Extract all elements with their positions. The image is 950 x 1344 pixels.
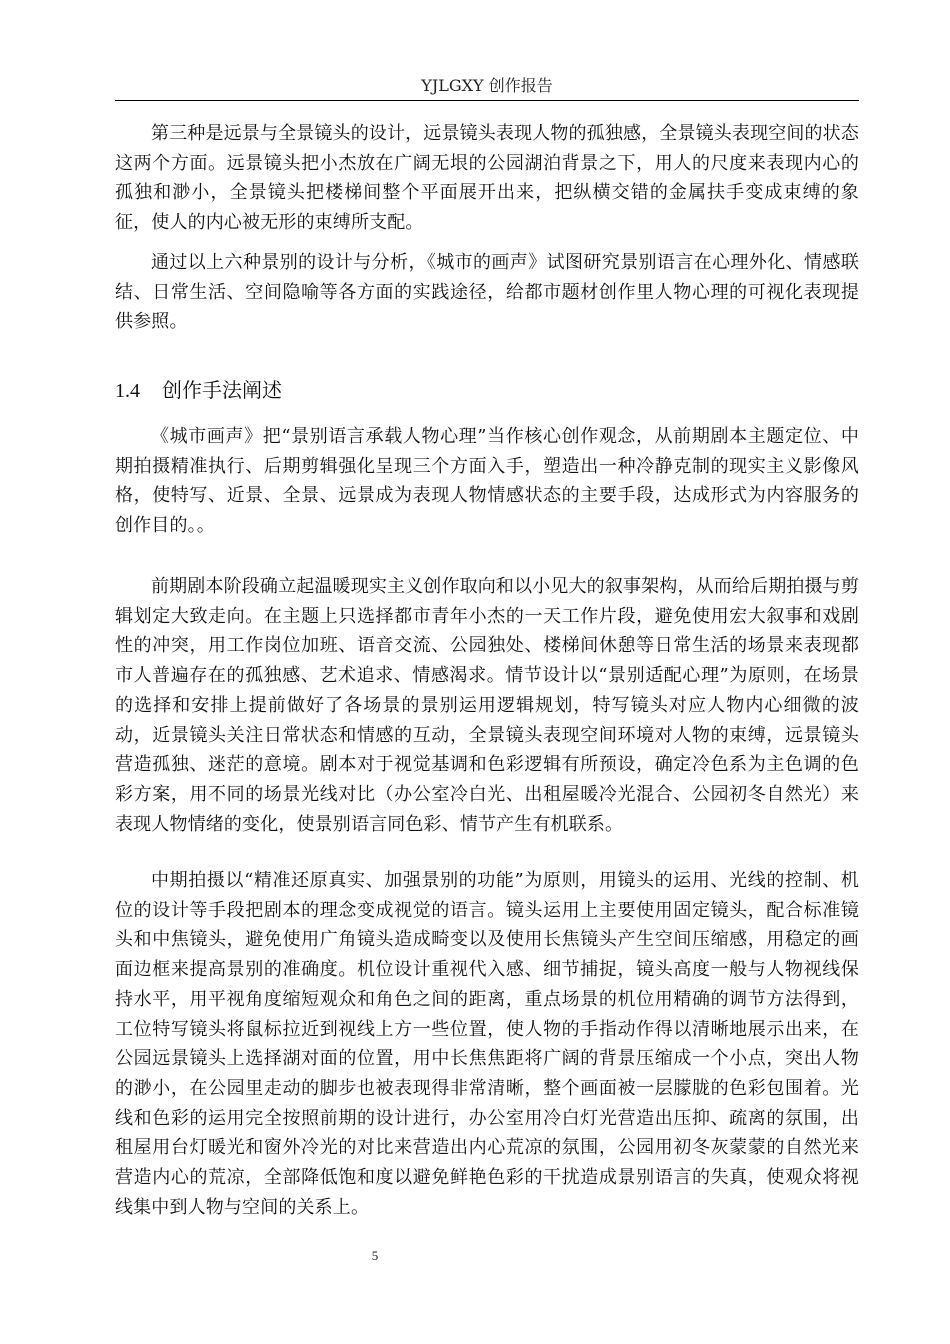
header-divider [115,100,859,101]
body-paragraph: 通过以上六种景别的设计与分析，《城市的画声》试图研究景别语言在心理外化、情感联结、日常生活、空间隐喻等各方面的实践途径，给都市题材创作里人物心理的可视化表现提供参照。 [115,252,859,333]
page-number: 5 [371,1248,379,1263]
body-paragraph: 《城市画声》把“景别语言承载人物心理”当作核心创作观念，从前期剧本主题定位、中期拍摄精准执行、后期剪辑强化呈现三个方面入手，塑造出一种冷静克制的现实主义影像风格，使特写、近景、全景、远景成为表现人物情感状态的主要手段，达成形式为内容服务的创作目的。。 [115,426,859,537]
body-paragraph: 第三种是远景与全景镜头的设计，远景镜头表现人物的孤独感，全景镜头表现空间的状态这两个方面。远景镜头把小杰放在广阔无垠的公园湖泊背景之下，用人的尺度来表现内心的孤独和渺小，全景镜头把楼梯间整个平面展开出来，把纵横交错的金属扶手变成束缚的象征，使人的内心被无形的束缚所支配。 [115,123,859,234]
body-paragraph: 中期拍摄以“精准还原真实、加强景别的功能”为原则，用镜头的运用、光线的控制、机位的设计等手段把剧本的理念变成视觉的语言。镜头运用上主要使用固定镜头，配合标准镜头和中焦镜头，避免使用广角镜头造成畸变以及使用长焦镜头产生空间压缩感，用稳定的画面边框来提高景别的准确度。机位设计重视代入感、细节捕捉，镜头高度一般与人物视线保持水平，用平视角度缩短观众和角色之间的距离，重点场景的机位用精确的调节方法得到，工位特写镜头将鼠标拉近到视线上方一些位置，使人物的手指动作得以清晰地展示出来，在公园远景镜头上选择湖对面的位置，用中长焦焦距将广阔的背景压缩成一个小点，突出人物的渺小，在公园里走动的脚步也被表现得非常清晰，整个画面被一层朦胧的色彩包围着。光线和色彩的运用完全按照前期的设计进行，办公室用冷白灯光营造出压抑、疏离的氛围，出租屋用台灯暖光和窗外冷光的对比来营造出内心荒凉的氛围，公园用初冬灰蒙蒙的自然光来营造内心的荒凉，全部降低饱和度以避免鲜艳色彩的干扰造成景别语言的失真，使观众将视线集中到人物与空间的关系上。 [115,870,859,1218]
body-paragraph: 前期剧本阶段确立起温暖现实主义创作取向和以小见大的叙事架构，从而给后期拍摄与剪辑划定大致走向。在主题上只选择都市青年小杰的一天工作片段，避免使用宏大叙事和戏剧性的冲突，用工作岗位加班、语音交流、公园独处、楼梯间休憩等日常生活的场景来表现都市人普遍存在的孤独感、艺术追求、情感渴求。情节设计以“景别适配心理”为原则，在场景的选择和安排上提前做好了各场景的景别运用逻辑规划，特写镜头对应人物内心细微的波动，近景镜头关注日常状态和情感的互动，全景镜头表现空间环境对人物的束缚，远景镜头营造孤独、迷茫的意境。剧本对于视觉基调和色彩逻辑有所预设，确定冷色系为主色调的色彩方案，用不同的场景光线对比（办公室冷白光、出租屋暖冷光混合、公园初冬自然光）来表现人物情绪的变化，使景别语言同色彩、情节产生有机联系。 [115,576,859,835]
section-heading [115,375,859,406]
page-header: YJLGXY 创作报告 [421,76,553,95]
section-title: 创作手法阐述 [162,378,282,402]
section-number: 1.4 [115,380,140,402]
